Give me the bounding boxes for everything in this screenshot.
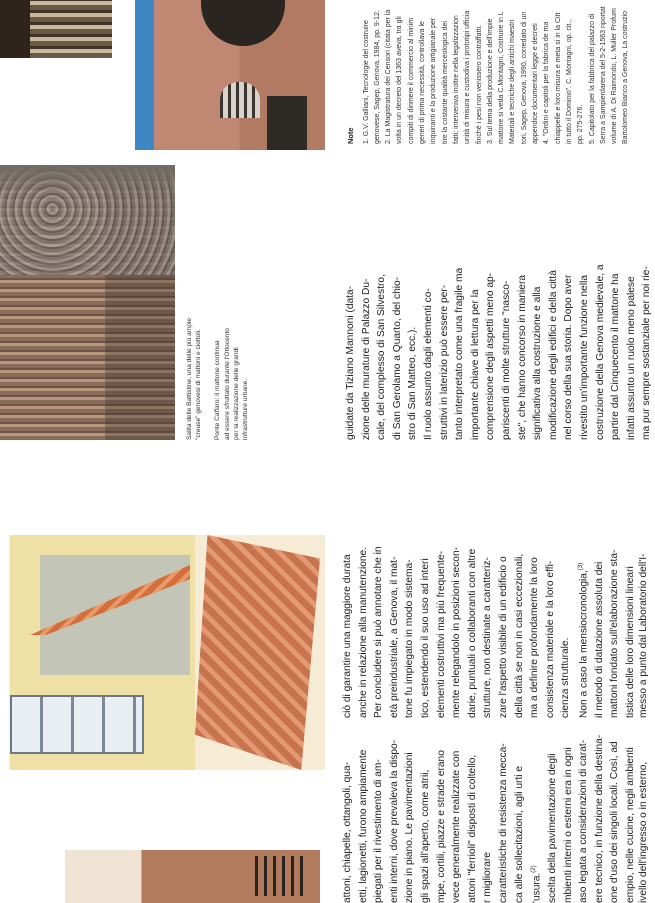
note-ref: (3): [577, 562, 584, 571]
note-line: generi di prima necessità, controllava le: [419, 21, 427, 144]
text-line: tone fu impiegato in modo sistema-: [404, 559, 416, 718]
text-line: il metodo di datazione assoluta dei: [593, 561, 605, 718]
text-line: di San Gerolamo a Quarto, del chio-: [391, 276, 403, 440]
caption-line: infrastrutture urbane.: [242, 378, 250, 440]
text-line: stro di San Matteo, ecc.).: [407, 326, 419, 440]
note-line: fatti; intervenivа inoltre nella legalizzazion: [452, 15, 460, 144]
text-line: ciò di garantire una maggiore durata: [342, 554, 353, 718]
text-line: [527, 758, 545, 903]
note-line: 4. "Ordini e capitoli per la fabrica de ma: [543, 21, 551, 144]
text-line: età preindustriale, a Genova, il mat-: [388, 556, 400, 718]
text-line: partire dal Cinquecento il mattone ha: [610, 273, 622, 440]
note-ref: (2): [531, 865, 538, 873]
text-line: della città se non in casi eccezionali,: [513, 553, 525, 718]
note-line: genovese, Sagep, Genova, 1984, pp. 9-12.: [373, 10, 381, 144]
street-balcony-photo: [65, 850, 320, 903]
text-line: consistenza materiale e la loro effi-: [544, 560, 556, 718]
text-line: cale, del complesso di San Silvestro,: [376, 274, 388, 440]
text-line: Il ruolo assunto dagli elementi co-: [422, 288, 434, 440]
text-line: ivello dell'ingresso o in esterno,: [638, 761, 649, 903]
text-line: strutture, non destinate a caratteriz-: [482, 557, 494, 718]
text-line: cienza strutturale.: [560, 637, 572, 718]
note-line: in tutto il Dominio". C. Montagni, op. cit.,: [565, 19, 573, 144]
text-line: nel corso della sua storia. Dopo aver: [563, 274, 575, 440]
note-line: unità di misura e custodiva i prototipi ufficia: [464, 10, 472, 144]
text-line: scelta della pavimentazione degli: [547, 753, 559, 903]
text-line: zione delle murature di Palazzo Du-: [360, 278, 372, 440]
photo-captions: [185, 290, 251, 440]
note-line: inquinanti e la produzione artigianale per: [430, 17, 438, 144]
text-line: ma pur sempre sostanziale per noi rie-: [641, 266, 653, 440]
note-line: finché i pesi non venissero contraffatti.: [475, 25, 483, 144]
text-line: rivestito un'importante funzione nella: [578, 274, 590, 440]
text-line: significativa alla costruzione e alla: [532, 286, 544, 440]
bottom-column-2: [340, 543, 639, 718]
note-line: 5. Capitolato per la fabbrica del palazzo di: [588, 13, 596, 144]
bottom-column-1: [340, 734, 639, 903]
note-line: appendice documentari legge e decreti: [532, 23, 540, 144]
text-line: aso legata a considerazioni di carat-: [578, 739, 590, 903]
interior-watercolor-illustration: [0, 535, 325, 770]
text-line: mpe, cortili, piazze e strade erano: [435, 750, 447, 903]
text-line: tico, estendendo il suo uso ad interi: [419, 558, 431, 718]
note-line: Bartolomeo Bianco a Genova, La costruzio: [622, 10, 630, 144]
text-line: tanto interpretato come una fragile ma: [454, 267, 466, 440]
bottom-text-tail-2: [636, 543, 652, 718]
text-line: costruzione della Genova medievale, a: [594, 264, 606, 440]
caption-line: Salita delle Battistine, una delle più ampie: [186, 317, 193, 440]
text-line: anche in relazione alla manutenzione.: [357, 546, 369, 718]
note-line: volume di A. Di Raimondo, L. Muller Profum: [611, 8, 619, 144]
text-line: attoni "ferrioli" disposti di coltello,: [466, 754, 478, 903]
text-line: ma a definire profondamente la loro: [529, 557, 541, 718]
text-line: one d'uso dei singoli locali. Così, ad: [609, 741, 621, 903]
text-line: [574, 543, 592, 718]
text-line: mente relegandolo in posizioni secon-: [451, 546, 463, 718]
top-column-1: [343, 240, 655, 440]
text-line: caratteristiche di resistenza mecca-: [497, 743, 509, 903]
caption-line: ad essere sfruttato durante l'Ottocento: [223, 328, 231, 440]
note-line: Materiali e tecniche degli antichi maestri: [509, 19, 517, 144]
text-line: tistica delle loro dimensioni lineari: [625, 566, 637, 718]
text-line: pariscenti di molte strutture "nasco-: [500, 280, 512, 440]
text-line: comprensione degli aspetti meno ap-: [485, 272, 497, 440]
text-line: gli spazi all'aperto, come atrii,: [419, 769, 431, 903]
text-line: modificazione degli edifici e della città: [547, 270, 559, 440]
window-grid: [10, 695, 144, 754]
text-line: messo a punto dal Laboratorio dell'I-: [638, 553, 649, 718]
notes-column: [343, 0, 632, 144]
text-line: piegati per il rivestimento di am-: [373, 759, 385, 903]
text-line: importante chiave di lettura per la: [469, 289, 481, 440]
note-line: volta in un decreto del 1363 aveva, tra gli: [396, 16, 404, 144]
note-line: pp. 275-276.: [577, 104, 585, 144]
note-line: mattone si veda C.Montagni, Costruire in L: [498, 11, 506, 144]
notes-heading: Note: [346, 127, 355, 144]
note-line: tire la costante qualità merceologica dei: [441, 21, 449, 144]
text-line: zione in piano. Le pavimentazioni: [404, 752, 416, 903]
top-text-block: [185, 0, 653, 440]
text-span: 'usura.: [531, 872, 543, 903]
note-line: Serra a Sampierdarena del 5-2-1563 riportat: [599, 6, 607, 144]
salita-battistine-photo: [0, 165, 175, 440]
wall-wash: [40, 555, 190, 675]
text-span: Non a caso la mensiocronologia,: [578, 570, 590, 718]
text-line: vece generalmente realizzate con: [451, 750, 463, 903]
text-line: struttivi in laterizio può essere per-: [438, 284, 450, 440]
text-line: zare l'aspetto visibile di un edificio o: [497, 556, 509, 718]
brick-floor-perspective: [195, 535, 320, 770]
caption-line: [204, 290, 213, 440]
note-line: 1. G.V. Galliani, Tecnologie del costruire: [362, 20, 370, 144]
note-line: chiappelle e loro misura e meta si in la Citt: [554, 12, 562, 144]
text-line: empio, nelle cucine, negli ambienti: [625, 747, 637, 903]
bottom-text-block: [340, 540, 638, 903]
text-line: elementi costruttivi ma più frequente-: [435, 550, 447, 718]
note-line: 3. Sul tema della produzione e dell'impie: [486, 18, 494, 144]
text-line: ste", che hanno concorso in maniera: [516, 274, 528, 440]
text-line: mattoni fondato sull'elaborazione sta-: [609, 549, 621, 718]
text-line: etti, lagionetti, furono ampiamente: [357, 749, 369, 903]
bottom-text-tail: [636, 758, 652, 903]
text-line: attoni, chiapelle, ottangoli, qua-: [342, 761, 353, 903]
text-line: ca alle sollecitazioni, agli urti e: [513, 765, 525, 903]
note-line: 2. La Magistratura dei Censori (citata per la: [385, 9, 393, 144]
text-line: Per concludere si può annotare che in: [373, 546, 385, 718]
text-line: mbienti interni o esterni era in ogni: [562, 747, 574, 903]
stone-columns-photo: [0, 0, 112, 58]
text-line: enti interni, dove prevaleva la dispo-: [388, 739, 400, 903]
text-line: ere tecnico, in funzione della destina-: [593, 734, 605, 903]
caption-line: Ponte Caffaro: il mattone continua: [214, 340, 222, 440]
text-line: infatti assunto un ruolo meno palese: [625, 276, 637, 440]
note-line: compiti di dirimere il commercio al minim: [407, 17, 415, 144]
caption-line: "creuse" genovesi di mattoni e ciottoli.: [195, 329, 203, 440]
caption-line: per la realizzazione delle grandi: [233, 347, 241, 440]
text-line: guidate da Tiziano Mannoni (data-: [345, 285, 356, 440]
text-line: r migliorare: [482, 852, 494, 903]
note-line: tori, Sagep, Genova, 1990, corredato di un: [520, 11, 528, 144]
text-line: darie, puntuali o collaboranti con altre: [466, 548, 478, 718]
